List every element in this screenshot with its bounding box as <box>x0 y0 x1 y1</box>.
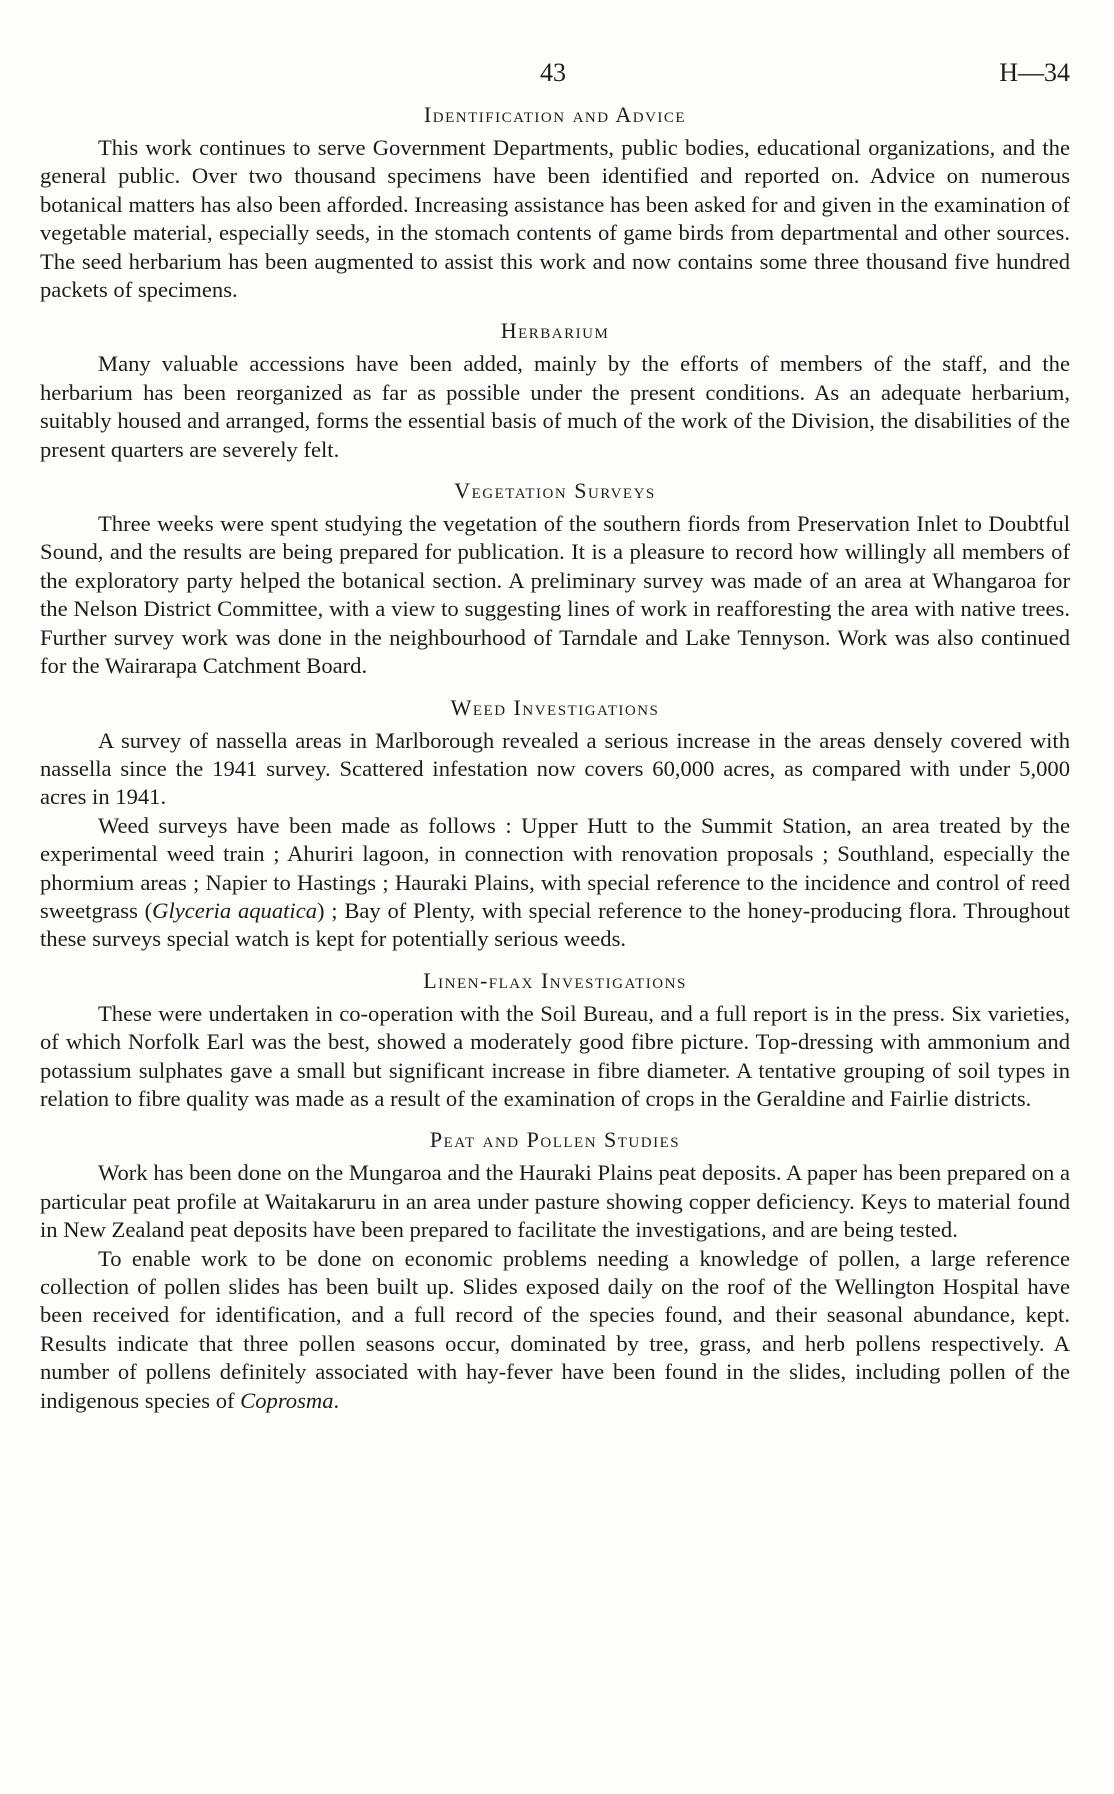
section-identification-and-advice <box>40 102 1070 304</box>
section-title: Linen-flax Investigations <box>423 967 687 993</box>
section-title: Identification and Advice <box>423 102 687 127</box>
paragraph <box>40 812 1070 954</box>
section-linen-flax-investigations <box>40 968 1070 1114</box>
paragraph <box>40 1245 1070 1415</box>
document-reference: H—34 <box>999 58 1070 87</box>
page-number: 43 <box>540 58 566 87</box>
paragraph: This work continues to serve Government Departments, public bodies, educational organizations, and the general public. Over two thousand specimens have been identified and reported on. Advice on numerous botanical matters has also been afforded. Increasing assistance has been asked for and given in the examination of vegetable material, especially seeds, in the stomach contents of game birds from departmental and other sources. The seed herbarium has been augmented to assist this work and now contains some three thousand five hundred packets of specimens. <box>40 135 1070 303</box>
species-name: Coprosma <box>240 1387 334 1413</box>
paragraph: Work has been done on the Mungaroa and the Hauraki Plains peat deposits. A paper has been prepared on a particular peat profile at Waitakaruru in an area under pasture showing copper deficiency. Keys to material found in New Zealand peat deposits have been prepared to facilitate the investigations, and are being tested. <box>40 1160 1070 1243</box>
paragraph-text: Weed surveys have been made as follows : Upper Hutt to the Summit Station, an area treated by the experimental weed train ; Ahuriri lagoon, in connection with renovation proposals ; Southland, especially the phormium areas ; Napier to Hastings ; Hauraki Plains, with special reference to the incidence and control of reed sweetgrass ( <box>40 812 1070 923</box>
species-name: Glyceria aquatica <box>152 897 318 923</box>
section-title: Herbarium <box>500 318 610 344</box>
paragraph-text: To enable work to be done on economic problems needing a knowledge of pollen, a large reference collection of pollen slides has been built up. Slides exposed daily on the roof of the Wellington Hospital have been received for identification, and a full record of the species found, and their seasonal abundance, kept. Results indicate that three pollen seasons occur, dominated by tree, grass, and herb pollens respectively. A number of pollens definitely associated with hay-fever have been found in the slides, including pollen of the indigenous species of <box>40 1245 1070 1413</box>
paragraph: A survey of nassella areas in Marlborough revealed a serious increase in the areas densely covered with nassella since the 1941 survey. Scattered infestation now covers 60,000 acres, as compared with under 5,000 acres in 1941. <box>40 727 1070 810</box>
paragraph: Many valuable accessions have been added, mainly by the efforts of members of the staff, and the herbarium has been reorganized as far as possible under the present conditions. As an adequate herbarium, suitably housed and arranged, forms the essential basis of much of the work of the Division, the disabilities of the present quarters are severely felt. <box>40 351 1070 462</box>
section-vegetation-surveys <box>40 478 1070 680</box>
paragraph: These were undertaken in co-operation with the Soil Bureau, and a full report is in the press. Six varieties, of which Norfolk Earl was the best, showed a moderately good fibre picture. Top-dressing with ammonium and potassium sulphates gave a small but significant increase in fibre diameter. A tentative grouping of soil types in relation to fibre quality was made as a result of the examination of crops in the Geraldine and Fairlie districts. <box>40 1000 1070 1111</box>
section-title: Vegetation Surveys <box>454 478 656 504</box>
section-title: Peat and Pollen Studies <box>429 1127 681 1153</box>
section-peat-and-pollen-studies <box>40 1127 1070 1415</box>
paragraph: Three weeks were spent studying the vegetation of the southern fiords from Preservation Inlet to Doubtful Sound, and the results are being prepared for publication. It is a pleasure to record how willingly all members of the exploratory party helped the botanical section. A preliminary survey was made of an area at Whangaroa for the Nelson District Committee, with a view to suggesting lines of work in reafforesting the area with native trees. Further survey work was done in the neighbourhood of Tarndale and Lake Tennyson. Work was also continued for the Wairarapa Catchment Board. <box>40 511 1070 679</box>
section-weed-investigations <box>40 695 1070 954</box>
paragraph-text: ) ; Bay of Plenty, with special reference to the honey-producing flora. Throughout these surveys special watch is kept for potentially serious weeds. <box>40 897 1070 952</box>
section-herbarium <box>40 318 1070 464</box>
page-header <box>40 58 1070 92</box>
paragraph-text: . <box>333 1387 340 1413</box>
section-title: Weed Investigations <box>450 694 660 720</box>
